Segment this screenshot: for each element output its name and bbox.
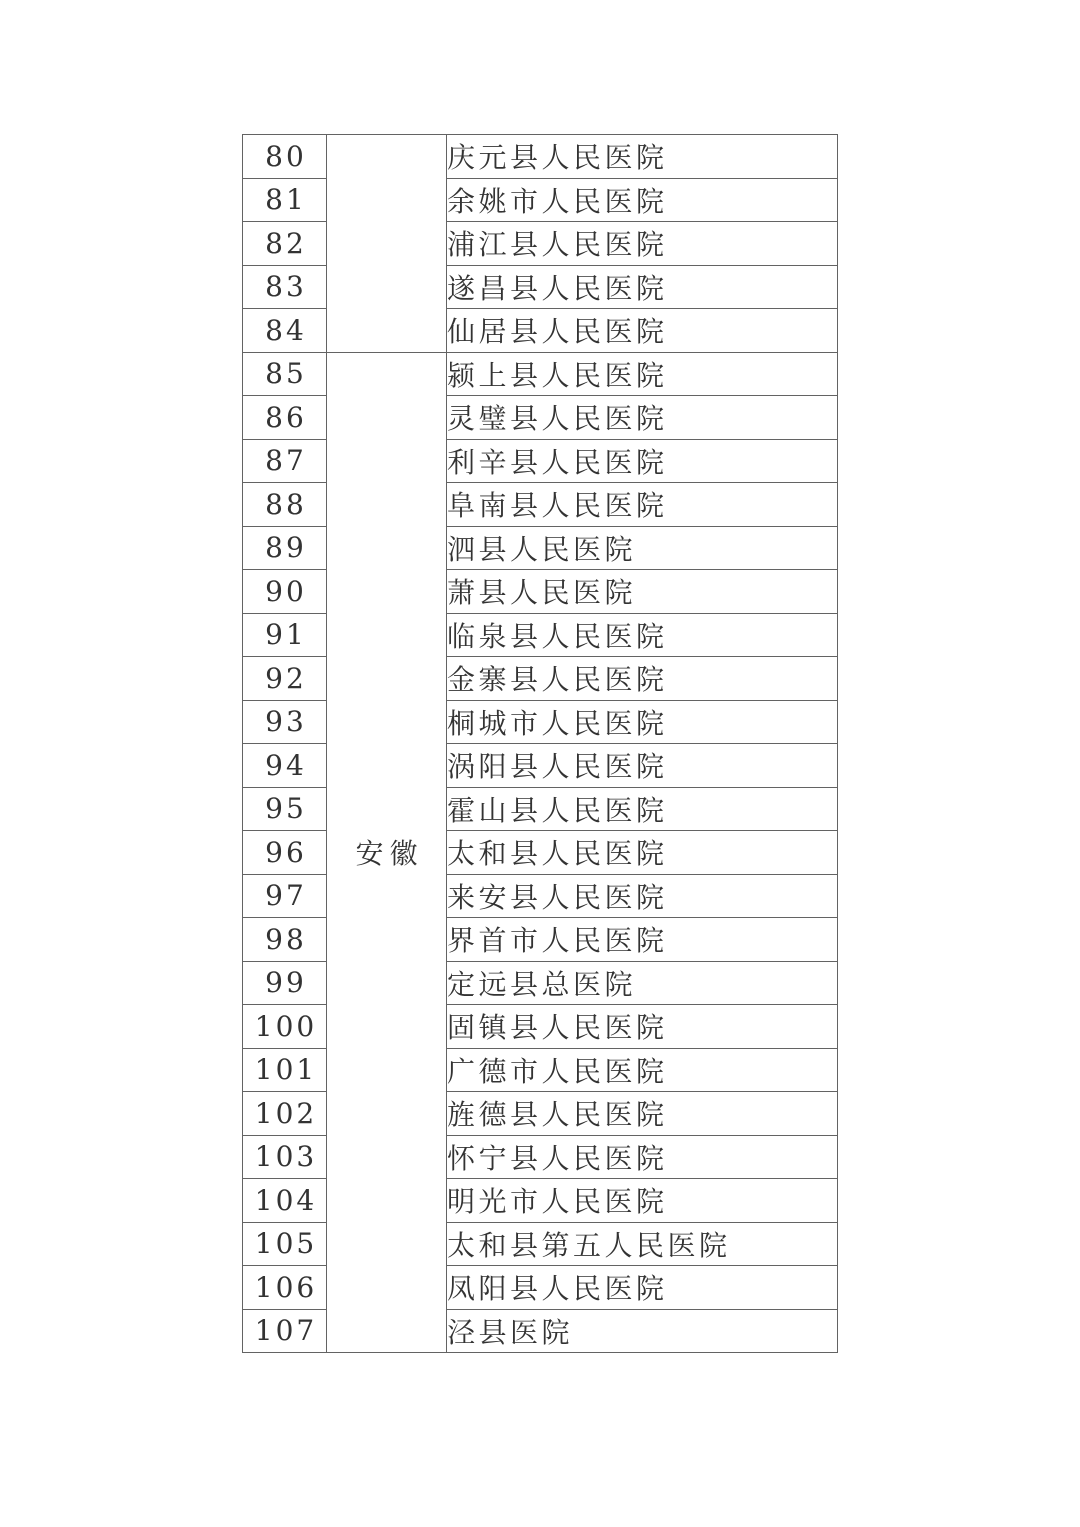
row-number-cell: 88 <box>243 483 327 527</box>
province-cell: 安徽 <box>327 352 447 1353</box>
hospital-cell: 桐城市人民医院 <box>447 700 838 744</box>
hospital-cell: 界首市人民医院 <box>447 918 838 962</box>
row-number-cell: 106 <box>243 1266 327 1310</box>
hospital-cell: 泗县人民医院 <box>447 526 838 570</box>
row-number-cell: 82 <box>243 222 327 266</box>
hospital-cell: 涡阳县人民医院 <box>447 744 838 788</box>
hospital-cell: 广德市人民医院 <box>447 1048 838 1092</box>
row-number-cell: 107 <box>243 1309 327 1353</box>
row-number-cell: 100 <box>243 1005 327 1049</box>
row-number-cell: 86 <box>243 396 327 440</box>
row-number-cell: 103 <box>243 1135 327 1179</box>
row-number-cell: 97 <box>243 874 327 918</box>
hospital-cell: 金寨县人民医院 <box>447 657 838 701</box>
hospital-cell: 来安县人民医院 <box>447 874 838 918</box>
hospital-cell: 泾县医院 <box>447 1309 838 1353</box>
hospital-cell: 萧县人民医院 <box>447 570 838 614</box>
row-number-cell: 84 <box>243 309 327 353</box>
row-number-cell: 89 <box>243 526 327 570</box>
hospital-cell: 旌德县人民医院 <box>447 1092 838 1136</box>
hospital-cell: 固镇县人民医院 <box>447 1005 838 1049</box>
province-cell <box>327 135 447 353</box>
hospital-cell: 怀宁县人民医院 <box>447 1135 838 1179</box>
row-number-cell: 96 <box>243 831 327 875</box>
row-number-cell: 85 <box>243 352 327 396</box>
row-number-cell: 92 <box>243 657 327 701</box>
table-row <box>243 352 838 396</box>
row-number-cell: 87 <box>243 439 327 483</box>
row-number-cell: 90 <box>243 570 327 614</box>
hospital-cell: 灵璧县人民医院 <box>447 396 838 440</box>
table-row <box>243 135 838 179</box>
row-number-cell: 101 <box>243 1048 327 1092</box>
row-number-cell: 104 <box>243 1179 327 1223</box>
hospital-cell: 霍山县人民医院 <box>447 787 838 831</box>
row-number-cell: 81 <box>243 178 327 222</box>
hospital-cell: 太和县人民医院 <box>447 831 838 875</box>
row-number-cell: 83 <box>243 265 327 309</box>
hospital-table-body <box>243 135 838 1353</box>
hospital-cell: 定远县总医院 <box>447 961 838 1005</box>
hospital-cell: 颍上县人民医院 <box>447 352 838 396</box>
hospital-cell: 仙居县人民医院 <box>447 309 838 353</box>
hospital-cell: 凤阳县人民医院 <box>447 1266 838 1310</box>
row-number-cell: 105 <box>243 1222 327 1266</box>
row-number-cell: 102 <box>243 1092 327 1136</box>
hospital-cell: 遂昌县人民医院 <box>447 265 838 309</box>
hospital-cell: 临泉县人民医院 <box>447 613 838 657</box>
hospital-table <box>242 134 838 1353</box>
row-number-cell: 93 <box>243 700 327 744</box>
row-number-cell: 80 <box>243 135 327 179</box>
hospital-cell: 利辛县人民医院 <box>447 439 838 483</box>
row-number-cell: 95 <box>243 787 327 831</box>
row-number-cell: 91 <box>243 613 327 657</box>
hospital-cell: 太和县第五人民医院 <box>447 1222 838 1266</box>
hospital-cell: 余姚市人民医院 <box>447 178 838 222</box>
row-number-cell: 98 <box>243 918 327 962</box>
row-number-cell: 94 <box>243 744 327 788</box>
hospital-cell: 明光市人民医院 <box>447 1179 838 1223</box>
hospital-cell: 庆元县人民医院 <box>447 135 838 179</box>
hospital-cell: 浦江县人民医院 <box>447 222 838 266</box>
row-number-cell: 99 <box>243 961 327 1005</box>
hospital-cell: 阜南县人民医院 <box>447 483 838 527</box>
